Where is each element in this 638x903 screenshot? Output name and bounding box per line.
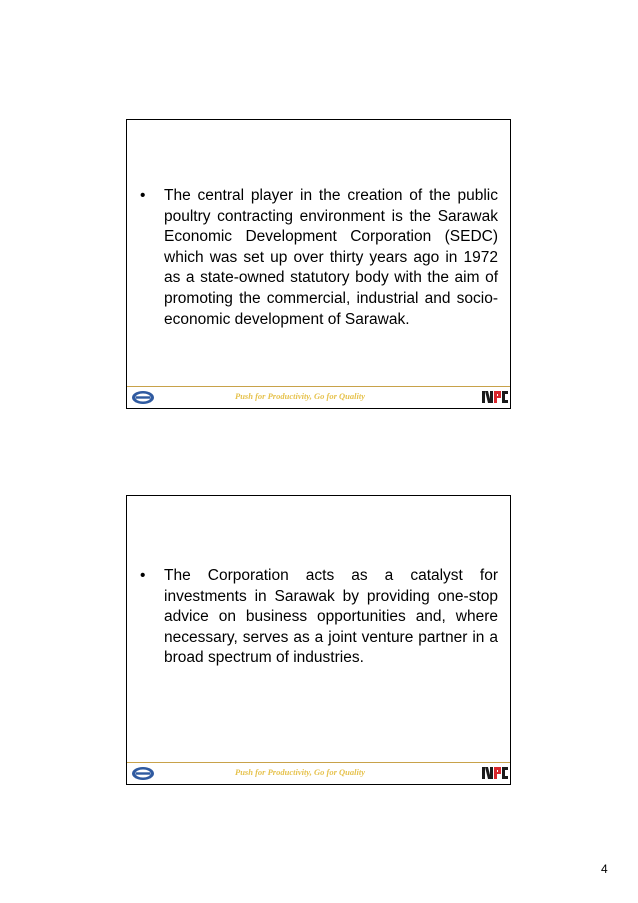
footer-divider (127, 386, 510, 387)
bullet-marker: • (140, 187, 146, 204)
npc-logo-icon (481, 389, 509, 405)
bullet-text: The central player in the creation of the public poultry contracting environment is the Sarawak Economic Development Corporation (SEDC) which was set up over thirty years ago in 1972 as a state-owned statutory body with the aim of promoting the commercial, industrial and socio-economic development of Sarawak. (164, 187, 498, 328)
bullet-marker: • (140, 567, 146, 584)
slide-1 (126, 119, 511, 409)
organisation-emblem-icon (130, 390, 156, 405)
footer-divider (127, 762, 510, 763)
slide-footer (127, 762, 510, 784)
npc-logo-icon (481, 765, 509, 781)
footer-slogan: Push for Productivity, Go for Quality (235, 767, 366, 777)
bullet-item (140, 186, 498, 330)
slide-footer (127, 386, 510, 408)
slide-2 (126, 495, 511, 785)
footer-slogan: Push for Productivity, Go for Quality (235, 391, 366, 401)
bullet-item (140, 566, 498, 669)
page-number: 4 (601, 862, 608, 876)
organisation-emblem-icon (130, 766, 156, 781)
bullet-text: The Corporation acts as a catalyst for investments in Sarawak by providing one-stop advice on business opportunities and, where necessary, serves as a joint venture partner in a broad spectrum of industries. (164, 567, 498, 667)
